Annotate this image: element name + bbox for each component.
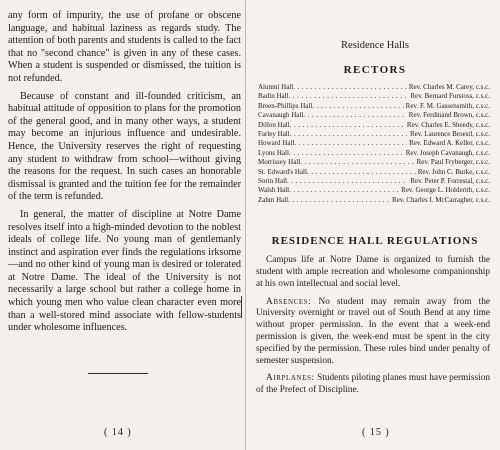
leader-dots (293, 83, 407, 92)
left-page (0, 0, 246, 450)
rector-row (256, 158, 494, 167)
regulations-intro: Campus life at Notre Dame is organized to furnish the student with ample recreation and wholesome companionship at his own intellectual and social level. (256, 255, 490, 289)
rector-name: Rev. F. M. Gassensmith, c.s.c. (405, 101, 490, 110)
rector-name: Rev. Paul Fryberger, c.s.c. (416, 158, 490, 167)
rector-name: Rev. Charles I. McCarragher, c.s.c. (391, 195, 490, 204)
regulations-heading: RESIDENCE HALL REGULATIONS (271, 235, 479, 248)
rector-row (256, 196, 494, 205)
section-divider-rule (88, 373, 148, 374)
rector-name: Rev. Charles E. Sheedy, c.s.c. (406, 120, 490, 129)
absences-text: No student may remain away from the University overnight or travel out of South Bend at any time without proper permission. In the event that a week-end permission is given, the week-end must be spent in the city specified by the permission. These rules bind under penalty of semester suspension. (256, 296, 490, 366)
rector-row (256, 121, 494, 130)
running-head: Residence Halls (341, 40, 409, 51)
rector-name: Rev. Ferdinand Brown, c.s.c. (408, 111, 490, 120)
rector-row (256, 186, 494, 195)
right-page (246, 0, 500, 450)
hall-name: St. Edward's Hall (258, 167, 307, 176)
hall-name: Zahm Hall (258, 195, 289, 204)
left-page-number: ( 14 ) (104, 427, 132, 438)
hall-name: Howard Hall (258, 139, 295, 148)
rector-name: Rev. John C. Burke, c.s.c. (417, 167, 490, 176)
absences-paragraph (256, 297, 490, 368)
leader-dots (294, 139, 407, 148)
hall-name: Morrissey Hall (258, 158, 301, 167)
rector-row (256, 111, 494, 120)
leader-dots (287, 177, 408, 186)
leader-dots (312, 102, 403, 111)
leader-dots (289, 149, 404, 158)
hall-name: Lyons Hall (258, 148, 289, 157)
leader-dots (289, 92, 409, 101)
hall-name: Cavanaugh Hall (258, 111, 304, 120)
leader-dots (290, 121, 405, 130)
hall-name: Badin Hall (258, 92, 289, 101)
rector-name: Rev. Edward A. Keller, c.s.c. (409, 139, 490, 148)
hall-name: Alumni Hall (258, 83, 294, 91)
rectors-list (256, 83, 494, 205)
rector-row (256, 102, 494, 111)
absences-label: Absences: (266, 296, 312, 307)
left-paragraph-2: Because of constant and ill-founded criticism, an habitual attitude of opposition to plans for the promotion of the general good, and in many other ways, a student may become an injurious influence and undesirable. Hence, the University reserves the right of requesting any student to withdraw from school—without giving the reasons for the request. In such cases an honorable dismissal is granted and the tuition fee for the remainder of the term is refunded. (8, 90, 241, 203)
rector-row (256, 130, 494, 139)
hall-name: Walsh Hall (258, 186, 290, 195)
rector-name: Rev. Peter P. Forrestal, c.s.c. (410, 177, 490, 186)
hall-name: Farley Hall (258, 130, 290, 139)
leader-dots (300, 158, 414, 167)
rector-row (256, 149, 494, 158)
leader-dots (289, 186, 399, 195)
rector-row (256, 83, 494, 92)
hall-name: Dillon Hall (258, 120, 290, 129)
leader-dots (290, 130, 408, 139)
leader-dots (288, 196, 390, 205)
rector-name: Rev. Charles M. Carey, c.s.c. (408, 83, 490, 91)
hall-name: Breen-Phillips Hall (258, 101, 313, 110)
left-paragraph-3: In general, the matter of discipline at Notre Dame resolves itself into a high-minded devotion to the noblest ideals of college life. No young man of gentlemanly instinct and aspiration ever finds the regulations irksome—and no other kind of young man is desired or tolerated at Notre Dame. The ideal of the University is not necessarily a large school but rather a college home in which young men who value clean character even more than a well-stored mind associate with fellow-students under wholesome influences. (8, 208, 241, 334)
rector-row (256, 139, 494, 148)
rector-name: Rev. Bernard Furstoss, c.s.c. (410, 92, 490, 101)
margin-mark (241, 296, 242, 318)
airplanes-text: Students piloting planes must have permission of the Prefect of Discipline. (256, 373, 490, 396)
airplanes-paragraph (256, 373, 490, 397)
leader-dots (303, 111, 407, 120)
rector-row (256, 92, 494, 101)
rectors-heading: RECTORS (343, 64, 407, 76)
right-page-number: ( 15 ) (362, 427, 390, 438)
rector-row (256, 168, 494, 177)
rector-name: Rev. Laurence Broestl, c.s.c. (409, 130, 490, 139)
left-paragraph-1: any form of impurity, the use of profane or obscene language, and habitual laziness as regards study. The attention of both parents and students is called to the fact that no "second chance" is given in any of these cases. When a student is suspended or dismissed, the tuition is not refunded. (8, 10, 241, 84)
rector-name: Rev. George L. Holderith, c.s.c. (401, 186, 490, 195)
airplanes-label: Airplanes: (266, 373, 315, 384)
rector-name: Rev. Joseph Cavanaugh, c.s.c. (405, 148, 490, 157)
leader-dots (307, 168, 416, 177)
hall-name: Sorin Hall (258, 177, 287, 186)
rector-row (256, 177, 494, 186)
